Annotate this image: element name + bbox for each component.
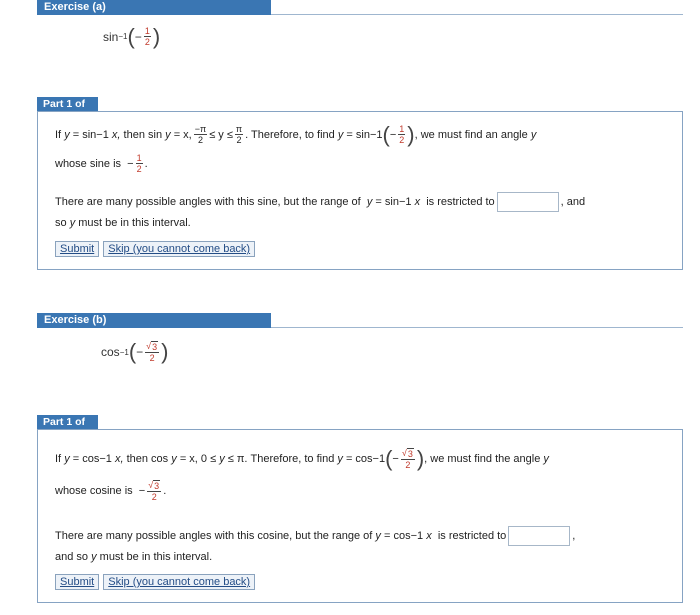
exercise-b-line1: If y = cos −1 x, then cos y = x, 0 ≤ y ≤ π. Therefore, to find y = cos −1 ( − √ 3 2 ) , we must find the angle y (55, 446, 549, 471)
t-then: then cos (126, 453, 169, 465)
var-y: y (69, 217, 76, 229)
exercise-b-line4 (55, 551, 212, 563)
t-sin: = sin (375, 196, 399, 208)
var-y: y (64, 128, 70, 141)
frac-den: 2 (405, 460, 411, 470)
exercise-a-divider (271, 14, 683, 15)
exercise-a-line1: If y = sin −1 x, then sin y = x, $\frac{-\pi}{2}$ ≤ y ≤ $\frac{\pi}{2}$ . Therefore, to find y = sin −1 ( − $\frac{1}{2}$ ) , we must find an angle y (55, 121, 537, 147)
frac-num (147, 480, 161, 492)
expr-b-fraction (145, 341, 159, 363)
radicand: 3 (152, 342, 158, 352)
frac-num (145, 341, 159, 353)
exercise-a-line3: There are many possible angles with this sine, but the range of y = sin −1 x is restricted to , and (55, 192, 585, 212)
t-minus: − (127, 157, 134, 170)
t-restricted: is restricted to (437, 530, 507, 542)
t-cos2: = cos (345, 453, 373, 465)
frac-den: 2 (136, 164, 142, 174)
skip-button[interactable]: Skip (you cannot come back) (103, 241, 255, 257)
t-restricted: is restricted to (426, 196, 495, 208)
paren-open: ( (385, 446, 393, 471)
t-comma: , (572, 530, 576, 542)
t-le-y-le: ≤ y ≤ (209, 128, 233, 141)
t-minus: − (389, 128, 397, 141)
expr-a-sign: − (134, 29, 142, 44)
frac-num: π (235, 124, 243, 134)
frac-num: 1 (399, 124, 405, 134)
t-tail: , we must find an angle (414, 128, 528, 141)
var-y: y (91, 551, 97, 563)
submit-button[interactable]: Submit (55, 574, 99, 590)
sqrt: √ 3 (148, 480, 160, 491)
var-y: y (219, 453, 225, 465)
var-y: y (165, 128, 171, 141)
expr-a-fn: sin (103, 29, 119, 44)
t-interval: must be in this interval. (99, 551, 213, 563)
frac-num: 1 (136, 153, 142, 163)
var-y-end: y (530, 128, 537, 141)
paren-close: ) (407, 121, 415, 147)
t-tail: , we must find the angle (424, 453, 541, 465)
radicand: 3 (407, 449, 413, 459)
exercise-b-expression (101, 341, 168, 363)
exercise-b-buttons (55, 574, 255, 590)
frac-den: 2 (236, 135, 242, 145)
frac-one-half (398, 124, 405, 145)
paren-open: ( (127, 23, 135, 49)
exercise-b-divider (271, 327, 683, 328)
t-cos: = cos (383, 530, 411, 542)
frac-one-half (136, 153, 143, 174)
t-eq-x: = x, (173, 128, 192, 141)
skip-button[interactable]: Skip (you cannot come back) (103, 574, 255, 590)
exercise-a-buttons (55, 241, 255, 257)
t-if: If (55, 453, 62, 465)
frac-den: 2 (144, 37, 150, 47)
var-y: y (337, 128, 344, 141)
t-eq-x: = x, 0 ≤ (179, 453, 217, 465)
var-y: y (64, 453, 70, 465)
paren-open: ( (128, 339, 137, 364)
t-eq-cos: = cos (72, 453, 100, 465)
var-y: y (337, 453, 343, 465)
t-and-so: and so (55, 551, 89, 563)
expr-a-exp: −1 (118, 32, 128, 41)
t-x: x, (114, 453, 124, 465)
submit-button[interactable]: Submit (55, 241, 99, 257)
var-y: y (366, 196, 373, 208)
t-x: x (414, 196, 421, 208)
var-x: x (426, 530, 432, 542)
exercise-a-header: Exercise (a) (37, 0, 271, 15)
t-whose-cosine: whose cosine is (55, 485, 133, 497)
exercise-b-header: Exercise (b) (37, 313, 271, 328)
var-y: y (171, 453, 177, 465)
frac-sqrt3-2 (401, 448, 415, 470)
t-dot: . (144, 157, 148, 170)
exercise-b-line2 (55, 480, 166, 502)
frac-den: 2 (399, 135, 405, 145)
paren-close: ) (416, 446, 425, 471)
sqrt: √ 3 (401, 448, 413, 459)
frac-num: −π (194, 124, 207, 134)
frac-sqrt3-2 (147, 480, 161, 502)
t-range-text: There are many possible angles with this sine, but the range of (55, 196, 361, 208)
t-minus: − (392, 453, 399, 465)
frac-num: 1 (144, 26, 150, 36)
expr-b-fn: cos (101, 345, 120, 359)
t-dot: . (163, 485, 167, 497)
expr-b-sign: − (136, 345, 144, 359)
frac-den: 2 (151, 492, 157, 502)
t-x: x, (111, 128, 121, 141)
exercise-a-line2 (55, 153, 148, 174)
var-y-end: y (543, 453, 549, 465)
exercise-b-line3: There are many possible angles with this cosine, but the range of y = cos −1 x is restricted to , (55, 526, 575, 546)
paren-close: ) (161, 339, 169, 364)
frac-neg-pi-2 (194, 124, 207, 145)
t-then: then sin (123, 128, 163, 141)
paren-open: ( (382, 121, 390, 147)
t-range-text: There are many possible angles with this cosine, but the range of (55, 530, 373, 542)
t-le-pi: ≤ π. Therefore, to find (227, 453, 335, 465)
t-if: If (55, 128, 62, 141)
frac-num (401, 448, 415, 460)
t-minus: − (138, 485, 146, 497)
t-therefore: . Therefore, to find (245, 128, 335, 141)
frac-den: 2 (149, 353, 155, 363)
interval-answer-input-a[interactable] (497, 192, 559, 212)
expr-b-exp: −1 (119, 347, 129, 357)
t-whose-sine: whose sine is (55, 157, 122, 170)
radicand: 3 (154, 481, 160, 491)
t-sin2: = sin (346, 128, 370, 141)
t-interval: must be in this interval. (78, 217, 191, 229)
exercise-a-part-label: Part 1 of (37, 97, 98, 111)
interval-answer-input-b[interactable] (508, 526, 570, 546)
exercise-a-expression (103, 23, 161, 49)
var-y: y (375, 530, 381, 542)
t-so: so (55, 217, 67, 229)
expr-a-fraction (144, 26, 151, 47)
exercise-a-line4 (55, 217, 191, 229)
t-eq-sin: = sin (72, 128, 97, 141)
sqrt: √ 3 (146, 341, 158, 352)
frac-den: 2 (197, 135, 203, 145)
exercise-b-part-label: Part 1 of (37, 415, 98, 429)
t-and: , and (560, 196, 586, 208)
paren-close: ) (152, 23, 161, 49)
frac-pi-2 (235, 124, 243, 145)
